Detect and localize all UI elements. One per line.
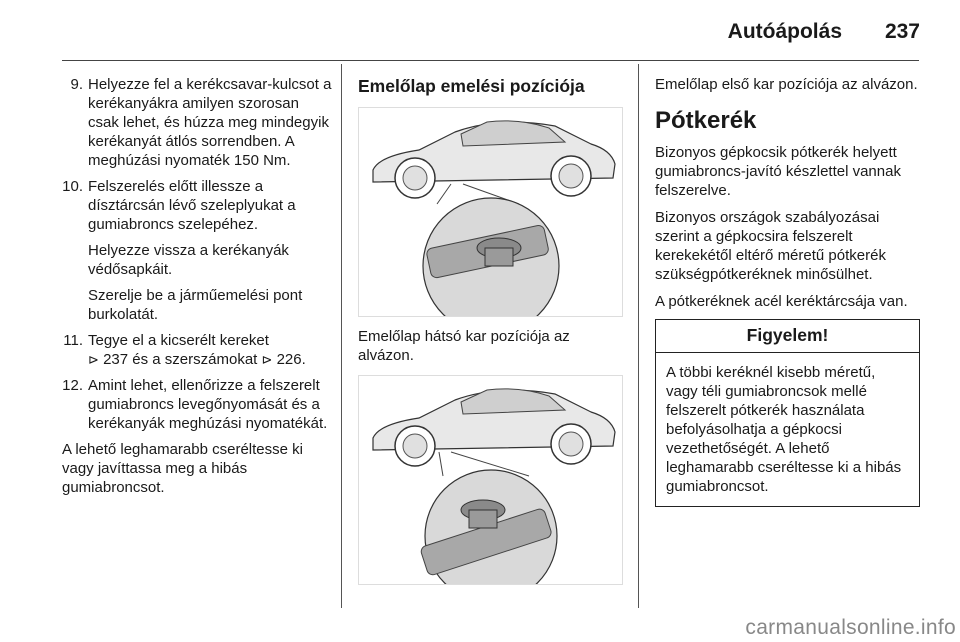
step-number: 12.: [62, 377, 83, 394]
warning-box: [655, 319, 920, 507]
column-divider-1: [341, 64, 342, 608]
car-lift-illustration-front: [359, 376, 622, 584]
watermark: carmanualsonline.info: [745, 616, 956, 639]
column-2: [358, 75, 623, 595]
header-rule: [62, 60, 919, 61]
warning-text: A többi keréknél kisebb méretű, vagy téli gumiabroncsok mellé felszerelt pótkerék használata befolyásolhatja a gépkocsi vezethetőségét. A lehető leghamarabb cseréltesse ki a hibás gumiabroncsot.: [666, 364, 902, 495]
step-text-part: .: [301, 351, 306, 368]
warning-title: Figyelem!: [656, 320, 919, 353]
step-11: [62, 331, 332, 369]
paragraph: Bizonyos gépkocsik pótkerék helyett gumiabroncs-javító készlettel vannak felszerelve.: [655, 144, 901, 199]
car-lift-illustration-rear: [359, 108, 622, 316]
rear-lift-caption: Emelőlap hátsó kar pozíciója az alvázon.: [358, 328, 570, 364]
step-text: Szerelje be a járműemelési pont burkolatát.: [88, 287, 303, 323]
step-number: 9.: [70, 76, 83, 93]
column-divider-2: [638, 64, 639, 608]
step-text: Helyezze fel a kerékcsavar-kulcsot a kerékanyákra amilyen szorosan csak lehet, és húzza meg mindegyik kerékanyát átlós sorrendben. A meghúzási nyomaték 150 Nm.: [88, 76, 332, 169]
step-text-part: Tegye el a kicserélt kereket: [88, 332, 269, 349]
column-1: [62, 75, 332, 505]
step-text-part: és a szerszámokat: [128, 351, 262, 368]
step-10: [62, 177, 332, 324]
step-text: Helyezze vissza a kerékanyák védősapkáit.: [88, 242, 289, 278]
page-ref-arrow-icon: ⊳: [88, 352, 99, 367]
column-3: [655, 75, 920, 507]
subheading: Emelőlap emelési pozíciója: [358, 76, 585, 96]
page-ref-link[interactable]: 237: [103, 351, 129, 368]
steps-list: [62, 75, 332, 433]
page-header: [0, 0, 960, 62]
step-text: [88, 331, 332, 369]
closing-paragraph: A lehető leghamarabb cseréltesse ki vagy javíttassa meg a hibás gumiabroncsot.: [62, 441, 303, 496]
step-number: 10.: [62, 178, 83, 195]
step-text: Felszerelés előtt illessze a dísztárcsán lévő szeleplyukat a gumiabroncs szelepéhez.: [88, 178, 296, 233]
paragraph: Bizonyos országok szabályozásai szerint a gépkocsira felszerelt kerekekétől eltérő méretű pótkerék szükségpótkeréknek minősülhet.: [655, 209, 886, 283]
rear-lift-point-figure: [358, 107, 623, 317]
step-9: [62, 75, 332, 170]
step-number: 11.: [63, 332, 83, 349]
step-12: [62, 376, 332, 433]
header-title: Autóápolás: [727, 20, 842, 43]
front-lift-point-figure: [358, 375, 623, 585]
paragraph: A pótkeréknek acél keréktárcsája van.: [655, 293, 908, 310]
page-number: 237: [884, 20, 920, 43]
page-ref-link[interactable]: 226: [276, 351, 302, 368]
step-text: Amint lehet, ellenőrizze a felszerelt gumiabroncs levegőnyomását és a kerékanyák meghúzási nyomatékát.: [88, 377, 328, 432]
section-title: Pótkerék: [655, 107, 757, 134]
front-lift-caption: Emelőlap első kar pozíciója az alvázon.: [655, 76, 918, 93]
page-ref-arrow-icon: ⊳: [261, 352, 273, 367]
